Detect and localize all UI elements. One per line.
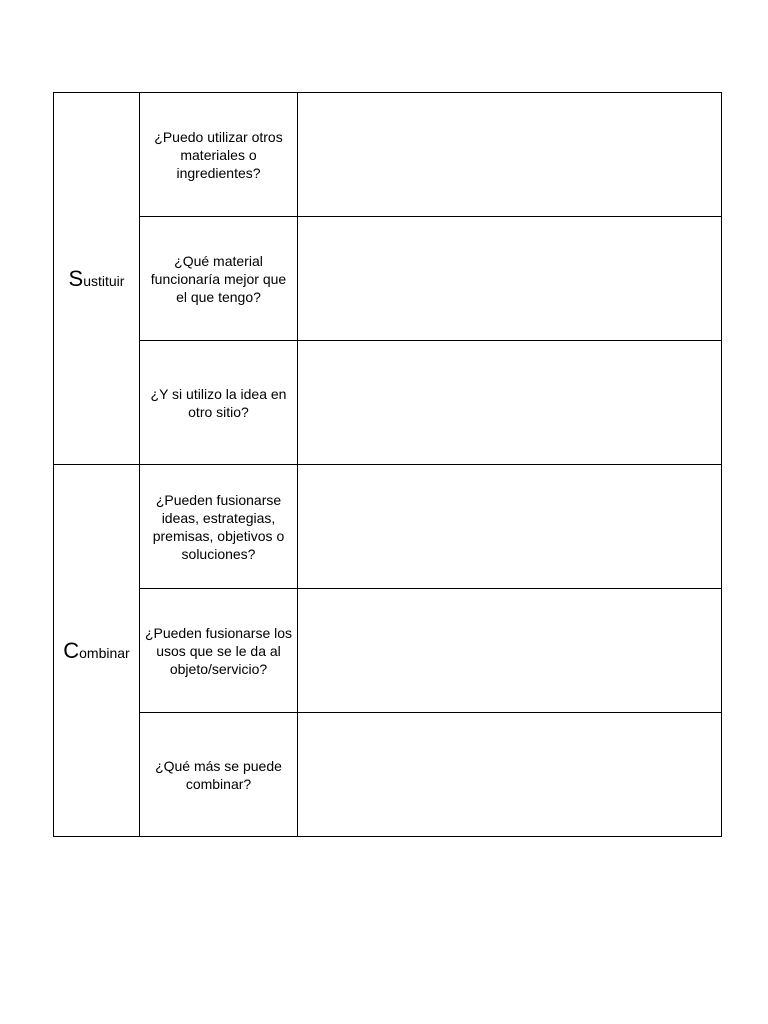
scamper-table — [53, 92, 722, 837]
category-combinar — [54, 465, 140, 837]
category-label: ustituir — [83, 272, 125, 289]
answer-cell[interactable] — [298, 465, 722, 589]
answer-cell[interactable] — [298, 713, 722, 837]
question-cell: ¿Pueden fusionarse los usos que se le da al objeto/servicio? — [140, 589, 298, 713]
table-row — [54, 341, 722, 465]
question-cell: ¿Qué más se puede combinar? — [140, 713, 298, 837]
category-initial: S — [68, 265, 84, 291]
question-cell: ¿Y si utilizo la idea en otro sitio? — [140, 341, 298, 465]
question-cell: ¿Qué material funcionaría mejor que el que tengo? — [140, 217, 298, 341]
table-row — [54, 589, 722, 713]
category-label: ombinar — [79, 644, 130, 661]
answer-cell[interactable] — [298, 217, 722, 341]
answer-cell[interactable] — [298, 589, 722, 713]
table-row — [54, 713, 722, 837]
category-sustituir — [54, 93, 140, 465]
category-initial: C — [63, 637, 80, 663]
answer-cell[interactable] — [298, 341, 722, 465]
question-cell: ¿Pueden fusionarse ideas, estrategias, premisas, objetivos o soluciones? — [140, 465, 298, 589]
answer-cell[interactable] — [298, 93, 722, 217]
table-row — [54, 217, 722, 341]
table-row — [54, 93, 722, 217]
table-row — [54, 465, 722, 589]
question-cell: ¿Puedo utilizar otros materiales o ingredientes? — [140, 93, 298, 217]
